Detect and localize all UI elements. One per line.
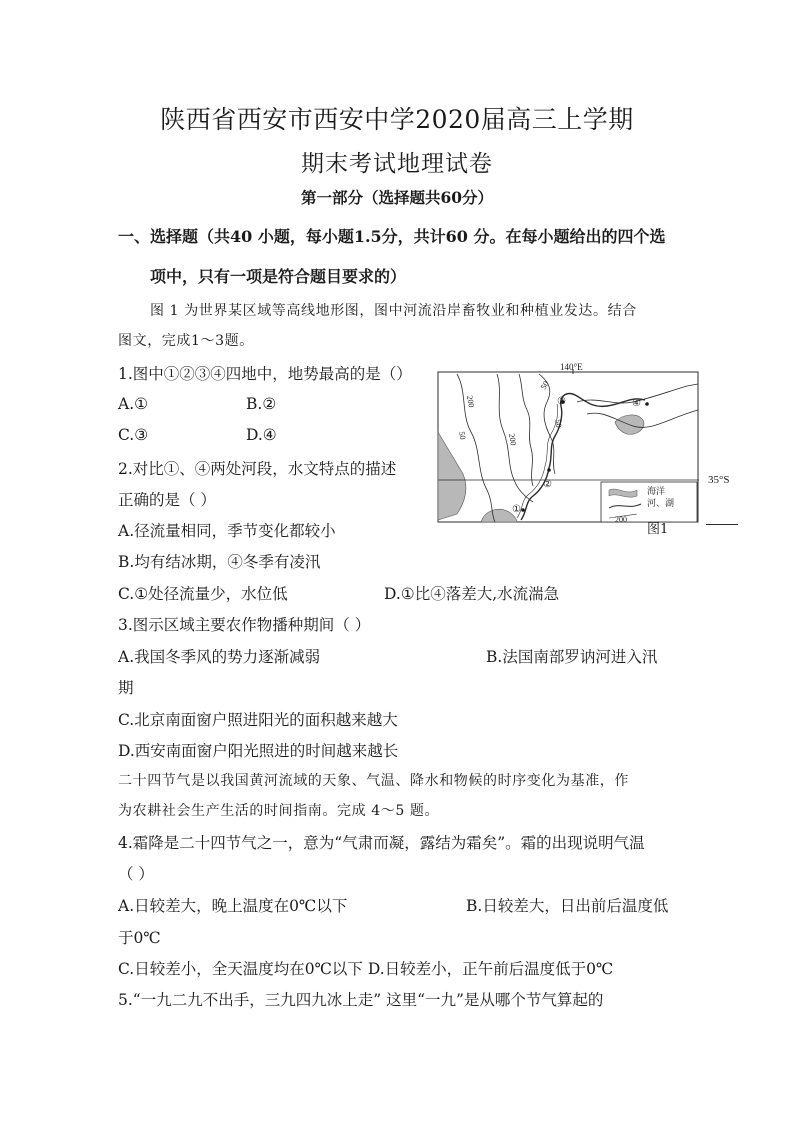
q2-stem-line2: 正确的是（ ） — [118, 491, 216, 509]
q2-option-b: B.均有结冰期，④冬季有凌汛 — [118, 553, 321, 571]
intro-1-line1: 图 1 为世界某区域等高线地形图，图中河流沿岸畜牧业和种植业发达。结合 — [150, 303, 637, 319]
point-4-label: ④ — [632, 398, 641, 409]
point-1-label: ① — [512, 504, 521, 515]
q1-option-d: D.④ — [246, 426, 277, 444]
caption-rule — [706, 524, 738, 525]
intro-2-line2: 为农耕社会生产生活的时间指南。完成 4～5 题。 — [118, 803, 440, 819]
q3-option-c: C.北京南面窗户照进阳光的面积越来越大 — [118, 711, 398, 729]
point-marker — [521, 508, 525, 512]
q2-option-a: A.径流量相同，季节变化都较小 — [118, 522, 336, 540]
q4-stem-line2: （ ） — [118, 865, 154, 883]
contour-label: 50 — [538, 379, 551, 391]
q3-option-b-line1: B.法国南部罗讷河进入汛 — [486, 648, 658, 666]
point-3-label: ③ — [557, 396, 566, 407]
q4-stem-line1: 4.霜降是二十四节气之一，意为“气肃而凝，露结为霜矣”。霜的出现说明气温 — [118, 834, 645, 852]
q3-option-a: A.我国冬季风的势力逐渐减弱 — [118, 648, 321, 666]
longitude-label: 140°E — [560, 362, 583, 372]
q3-option-b-line2: 期 — [118, 679, 134, 697]
point-marker — [645, 402, 649, 406]
q3-stem: 3.图示区域主要农作物播种期间（ ） — [118, 616, 371, 634]
q4-options-cd: C.日较差小，全天温度均在0℃以下 D.日较差小，正午前后温度低于0℃ — [118, 960, 614, 978]
land-area-west — [438, 432, 466, 520]
q1-option-a: A.① — [118, 395, 149, 413]
exam-title: 陕西省西安市西安中学2020届高三上学期 — [160, 105, 634, 134]
exam-subtitle: 期末考试地理试卷 — [301, 151, 493, 177]
q1-option-c: C.③ — [118, 426, 149, 444]
contour-label: 50 — [457, 430, 468, 441]
q4-option-a: A.日较差大，晚上温度在0℃以下 — [118, 897, 348, 915]
q3-option-d: D.西安南面窗户阳光照进的时间越来越长 — [118, 742, 399, 760]
intro-1-line2: 图文，完成1～3题。 — [118, 333, 254, 349]
river-bank — [517, 404, 558, 518]
q1-stem: 1.图中①②③④四地中，地势最高的是（） — [118, 365, 412, 383]
q5-stem: 5.“一九二九不出手，三九四九冰上走” 这里“一九”是从哪个节气算起的 — [118, 991, 604, 1009]
legend-sea-label: 海洋 — [647, 487, 666, 497]
contour-line — [519, 374, 533, 486]
q2-option-c: C.①处径流量少，水位低 — [118, 585, 288, 603]
point-marker — [547, 468, 551, 472]
q2-option-d: D.①比④落差大,水流湍急 — [384, 585, 560, 603]
q4-option-b-line2: 于0℃ — [118, 929, 161, 947]
part-heading-line1: 一、选择题（共40 小题，每小题1.5分，共计60 分。在每小题给出的四个选 — [118, 227, 666, 246]
latitude-label: 35°S — [708, 474, 730, 486]
contour-label: 50 — [553, 418, 564, 429]
contour-map-figure — [437, 362, 699, 524]
q4-option-b-line1: B.日较差大，日出前后温度低 — [466, 897, 669, 915]
q1-option-b: B.② — [246, 395, 277, 413]
contour-label: 200 — [507, 432, 518, 447]
part-heading-line2: 项中，只有一项是符合题目要求的） — [150, 267, 407, 286]
contour-label: 200 — [465, 394, 476, 409]
point-2-label: ② — [543, 479, 552, 490]
figure-caption: 图1 — [647, 522, 669, 537]
legend-river-label: 河、湖 — [647, 499, 675, 509]
section-heading: 第一部分（选择题共60分） — [300, 188, 494, 207]
intro-2-line1: 二十四节气是以我国黄河流域的天象、气温、降水和物候的时序变化为基准，作 — [118, 773, 629, 789]
legend-contour-label: 200 — [615, 515, 627, 524]
q2-stem-line1: 2.对比①、④两处河段，水文特点的描述 — [118, 460, 397, 478]
